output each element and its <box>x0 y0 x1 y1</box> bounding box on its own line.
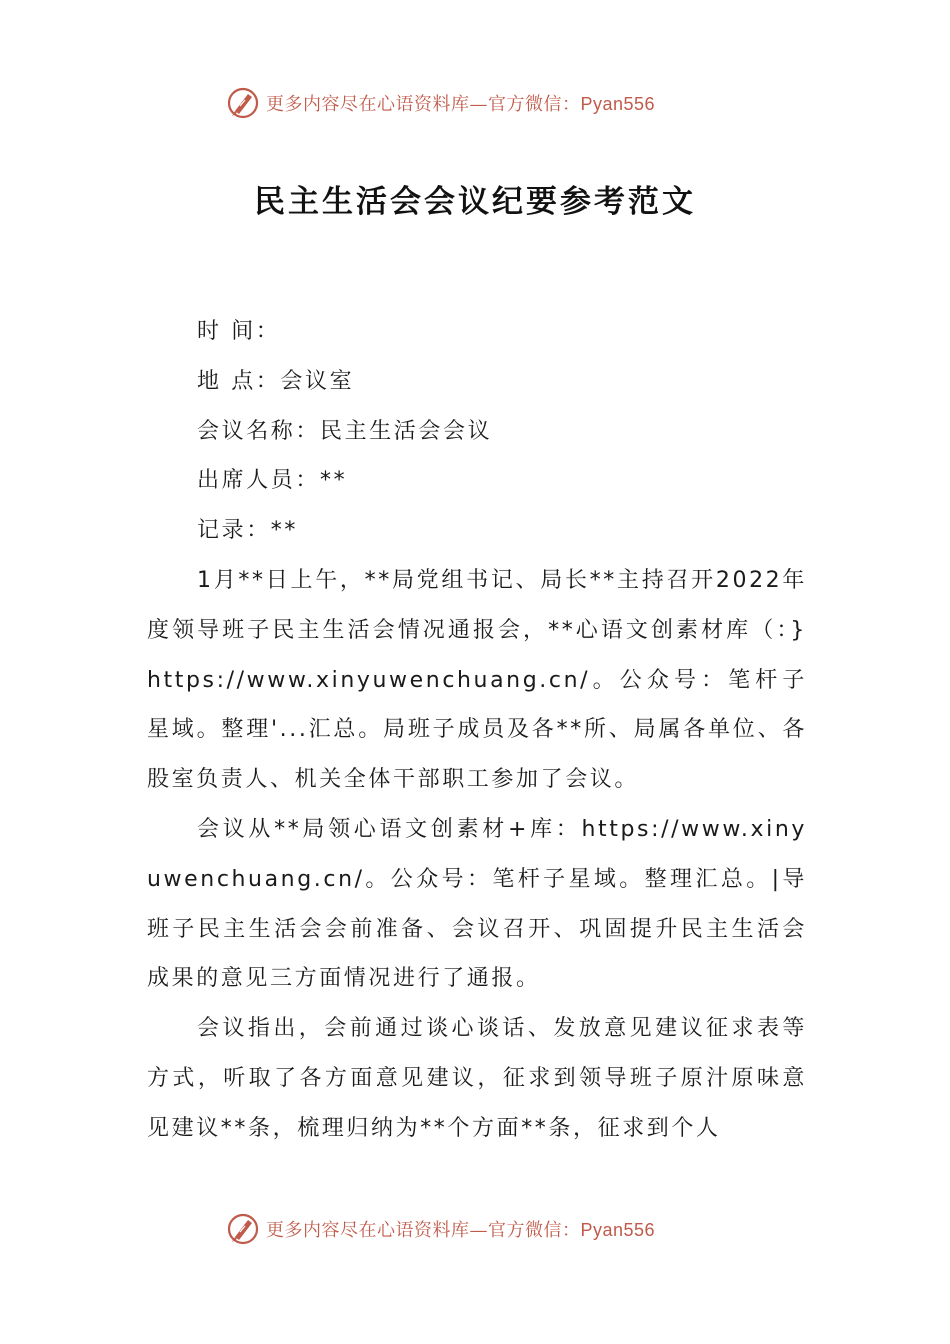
meta-recorder: 记录：** <box>197 518 299 544</box>
paragraph: 1月**日上午，**局党组书记、局长**主持召开2022年度领导班子民主生活会情况通报会，**心语文创素材库（：}https://www.xinyuwenchuang.cn/。公众号：笔杆子星域。整理'...汇总。局班子成员及各**所、局属各单位、各股室负责人、机关全体干部职工参加了会议。 <box>147 567 807 793</box>
meta-place: 地 点：会议室 <box>197 368 355 394</box>
meta-attendees: 出席人员：** <box>197 468 348 494</box>
wechat-id: Pyan556 <box>580 1220 656 1240</box>
paragraph: 会议从**局领心语文创素材+库：https://www.xinyuwenchuang.cn/。公众号：笔杆子星域。整理汇总。|导班子民主生活会会前准备、会议召开、巩固提升民主生活会成果的意见三方面情况进行了通报。 <box>147 816 807 992</box>
quill-pen-logo-icon <box>226 86 260 120</box>
meta-meeting-name: 会议名称：民主生活会会议 <box>197 418 493 444</box>
banner-slogan: 更多内容尽在心语资料库—官方微信： <box>266 1220 581 1241</box>
paragraph: 会议指出，会前通过谈心谈话、发放意见建议征求表等方式，听取了各方面意见建议，征求到领导班子原汁原味意见建议**条，梳理归纳为**个方面**条，征求到个人 <box>147 1016 807 1141</box>
header-banner <box>226 85 746 121</box>
banner-text <box>266 1216 655 1242</box>
document-title: 民主生活会会议纪要参考范文 <box>254 184 696 220</box>
wechat-id: Pyan556 <box>580 94 656 114</box>
quill-pen-logo-icon <box>226 1212 260 1246</box>
banner-text <box>266 90 655 116</box>
footer-banner <box>226 1211 746 1247</box>
document-body <box>147 307 807 1154</box>
meta-time: 时 间： <box>197 319 281 344</box>
banner-slogan: 更多内容尽在心语资料库—官方微信： <box>266 94 581 115</box>
